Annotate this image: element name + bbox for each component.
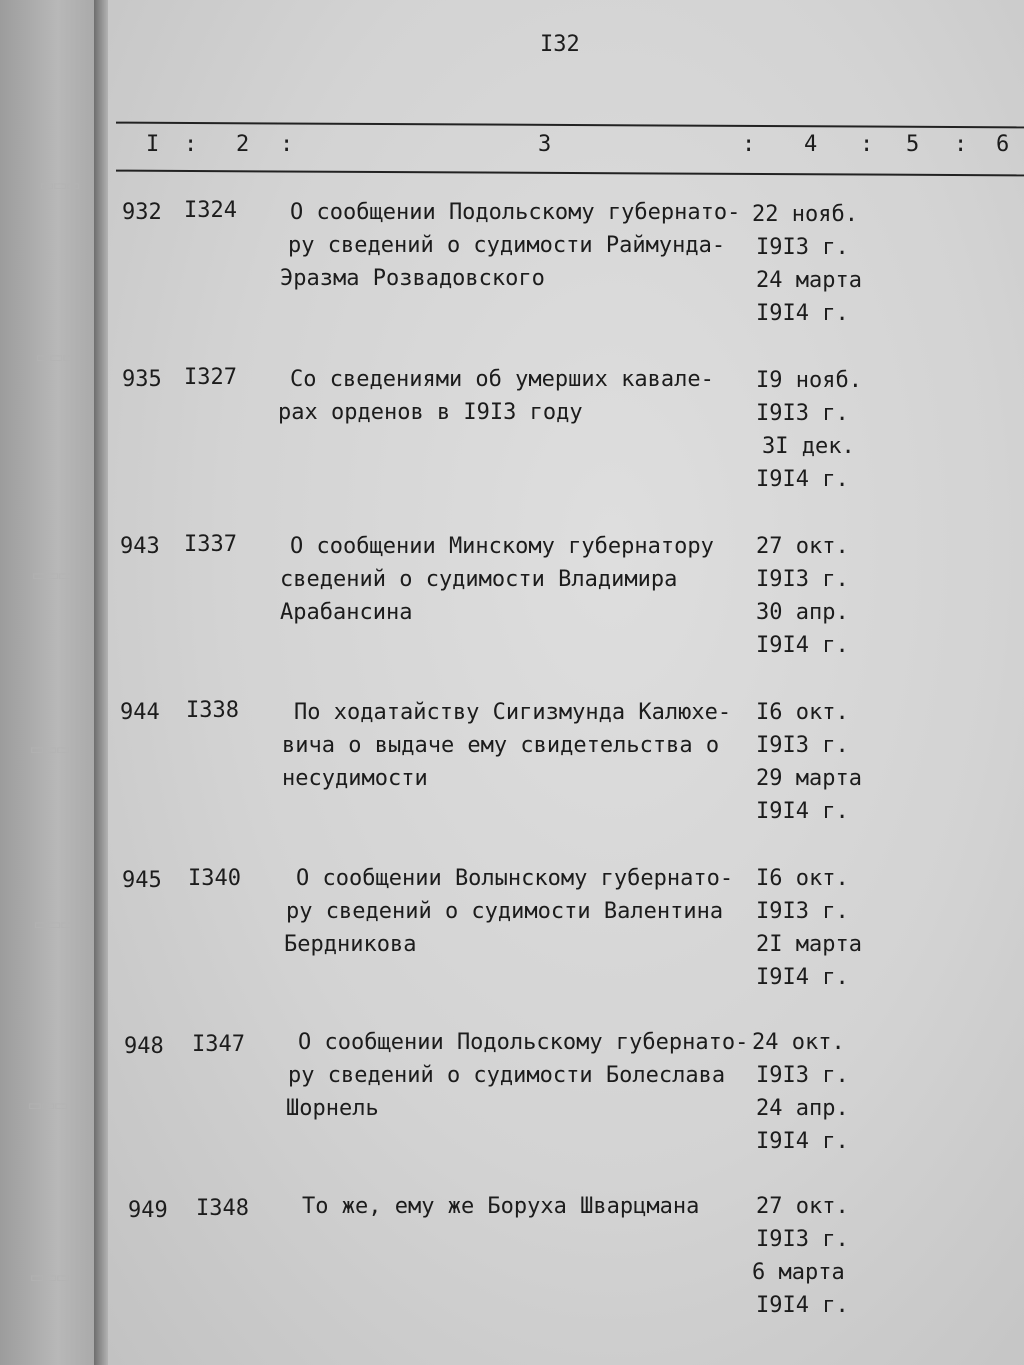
- column-header-3: 3: [538, 132, 552, 157]
- entry-title-line: ру сведений о судимости Валентина: [286, 899, 724, 924]
- entry-title-line: О сообщении Волынскому губернато-: [296, 866, 734, 891]
- entry-date-line: 3I дек.: [762, 434, 855, 459]
- entry-title-line: Бердникова: [284, 932, 417, 957]
- entry-date-line: I9I4 г.: [756, 633, 849, 658]
- entry-title-line: То же, ему же Боруха Шварцмана: [302, 1194, 700, 1219]
- entry-title-line: рах орденов в I9I3 году: [278, 400, 583, 425]
- entry-date-line: I9I4 г.: [756, 1293, 849, 1318]
- entry-date-line: 29 марта: [756, 766, 862, 791]
- entry-file-code: I348: [196, 1196, 249, 1221]
- entry-date-line: I9I4 г.: [756, 301, 849, 326]
- entry-date-line: 27 окт.: [756, 534, 849, 559]
- entry-file-code: I327: [184, 365, 237, 390]
- entry-date-line: 24 окт.: [752, 1030, 845, 1055]
- bleed-mark: ▭▭▭: [30, 1268, 70, 1292]
- entry-file-code: I324: [184, 198, 237, 223]
- entry-number: 948: [124, 1034, 164, 1059]
- entry-number: 943: [120, 534, 160, 559]
- column-separator: :: [860, 132, 874, 157]
- entry-title-line: вича о выдаче ему свидетельства о: [282, 733, 720, 758]
- entry-date-line: I9I3 г.: [756, 235, 849, 260]
- column-separator: :: [954, 132, 968, 157]
- entry-date-line: I9I4 г.: [756, 1129, 849, 1154]
- entry-file-code: I347: [192, 1032, 245, 1057]
- entry-title-line: По ходатайству Сигизмунда Калюхе-: [294, 700, 732, 725]
- entry-date-line: I9I3 г.: [756, 401, 849, 426]
- column-header-2: 2: [236, 132, 250, 157]
- entry-date-line: 24 марта: [756, 268, 862, 293]
- facing-page-edge: [0, 0, 96, 1365]
- bleed-mark: ▭▭▭: [40, 176, 80, 200]
- entry-date-line: I9I4 г.: [756, 965, 849, 990]
- entry-date-line: I9 нояб.: [756, 368, 862, 393]
- column-separator: :: [742, 132, 756, 157]
- bleed-mark: ▭▭▭: [28, 1096, 68, 1120]
- entry-date-line: I9I3 г.: [756, 733, 849, 758]
- entry-date-line: 30 апр.: [756, 600, 849, 625]
- column-header-4: 4: [804, 132, 818, 157]
- bleed-mark: ▭▭▭: [36, 348, 76, 372]
- entry-title-line: ру сведений о судимости Раймунда-: [288, 233, 726, 258]
- entry-file-code: I338: [186, 698, 239, 723]
- entry-file-code: I340: [188, 866, 241, 891]
- entry-date-line: I9I3 г.: [756, 1063, 849, 1088]
- entry-title-line: несудимости: [282, 766, 428, 791]
- page-number: I32: [540, 32, 580, 57]
- entry-date-line: 22 нояб.: [752, 202, 858, 227]
- entry-date-line: I9I3 г.: [756, 899, 849, 924]
- bleed-mark: ▭▭▭: [34, 915, 74, 939]
- entry-number: 944: [120, 700, 160, 725]
- entry-title-line: О сообщении Минскому губернатору: [290, 534, 714, 559]
- entry-date-line: 2I марта: [756, 932, 862, 957]
- entry-number: 945: [122, 868, 162, 893]
- entry-date-line: I9I4 г.: [756, 467, 849, 492]
- column-header-5: 5: [906, 132, 920, 157]
- entry-number: 932: [122, 200, 162, 225]
- bleed-mark: ▭▭▭: [32, 566, 72, 590]
- entry-title-line: Со сведениями об умерших кавале-: [290, 367, 714, 392]
- entry-title-line: Арабансина: [280, 600, 413, 625]
- column-separator: :: [280, 132, 294, 157]
- entry-date-line: I6 окт.: [756, 866, 849, 891]
- entry-date-line: I9I4 г.: [756, 799, 849, 824]
- column-separator: :: [184, 132, 198, 157]
- entry-number: 935: [122, 367, 162, 392]
- column-header-1: I: [146, 132, 160, 157]
- entry-number: 949: [128, 1198, 168, 1223]
- entry-date-line: I9I3 г.: [756, 1227, 849, 1252]
- entry-file-code: I337: [184, 532, 237, 557]
- entry-title-line: О сообщении Подольскому губернато-: [298, 1030, 749, 1055]
- entry-title-line: сведений о судимости Владимира: [280, 567, 678, 592]
- entry-title-line: О сообщении Подольскому губернато-: [290, 200, 741, 225]
- bleed-mark: ▭▭▭: [30, 740, 70, 764]
- entry-date-line: 27 окт.: [756, 1194, 849, 1219]
- entry-date-line: I6 окт.: [756, 700, 849, 725]
- entry-title-line: Эразма Розвадовского: [280, 266, 545, 291]
- entry-date-line: 24 апр.: [756, 1096, 849, 1121]
- entry-title-line: Шорнель: [286, 1096, 379, 1121]
- entry-date-line: I9I3 г.: [756, 567, 849, 592]
- entry-date-line: 6 марта: [752, 1260, 845, 1285]
- entry-title-line: ру сведений о судимости Болеслава: [288, 1063, 726, 1088]
- column-header-6: 6: [996, 132, 1010, 157]
